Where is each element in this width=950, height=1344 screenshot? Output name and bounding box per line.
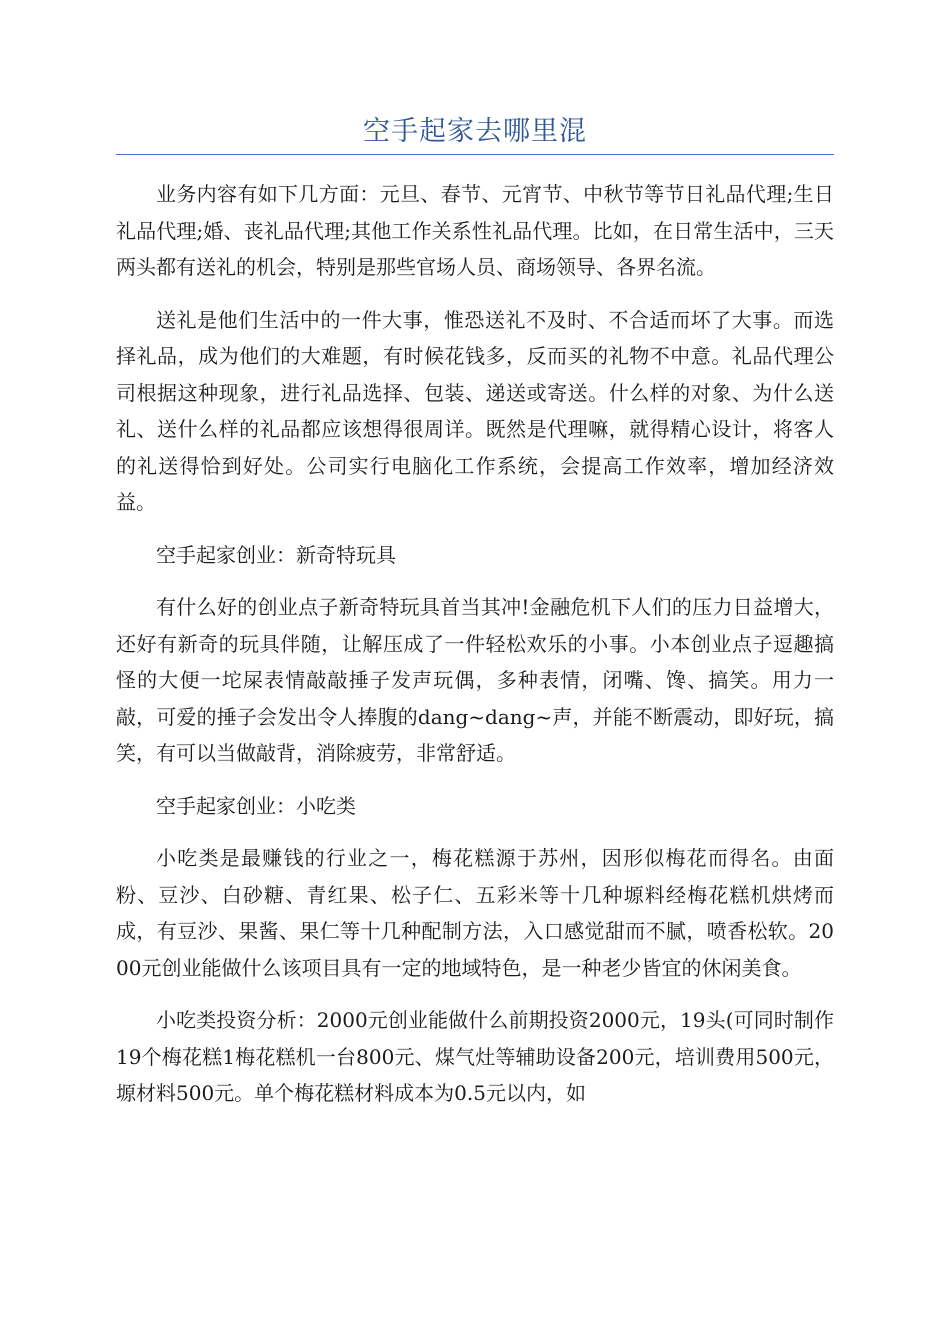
document-body: [116, 176, 834, 1112]
paragraph-snack-investment: 小吃类投资分析：2000元创业能做什么前期投资2000元，19头(可同时制作19个梅花糕1梅花糕机一台800元、煤气灶等辅助设备200元，培训费用500元，塬材料500元。单个梅花糕材料成本为0.5元以内，如: [116, 1008, 834, 1105]
section-heading-snacks: 空手起家创业：小吃类: [156, 793, 356, 818]
title-underline: [116, 154, 834, 155]
paragraph-gift-selection: 送礼是他们生活中的一件大事，惟恐送礼不及时、不合适而坏了大事。而选择礼品，成为他们的大难题，有时候花钱多，反而买的礼物不中意。礼品代理公司根据这种现象，进行礼品选择、包装、递送或寄送。什么样的对象、为什么送礼、送什么样的礼品都应该想得很周详。既然是代理嘛，就得精心设计，将客人的礼送得恰到好处。公司实行电脑化工作系统，会提高工作效率，增加经济效益。: [116, 307, 834, 514]
section-heading-novelty-toys: 空手起家创业：新奇特玩具: [156, 542, 396, 567]
paragraph-gift-agency: 业务内容有如下几方面：元旦、春节、元宵节、中秋节等节日礼品代理;生日礼品代理;婚、丧礼品代理;其他工作关系性礼品代理。比如，在日常生活中，三天两头都有送礼的机会，特别是那些官场人员、商场领导、各界名流。: [116, 182, 834, 279]
document-title: 空手起家去哪里混: [363, 116, 587, 147]
paragraph-novelty-toys: 有什么好的创业点子新奇特玩具首当其冲!金融危机下人们的压力日益增大，还好有新奇的玩具伴随，让解压成了一件轻松欢乐的小事。小本创业点子逗趣搞怪的大便一坨屎表情敲敲捶子发声玩偶，多种表情，闭嘴、馋、搞笑。用力一敲，可爱的捶子会发出令人捧腹的dang~dang~声，并能不断震动，即好玩，搞笑，有可以当做敲背，消除疲劳，非常舒适。: [116, 595, 834, 765]
paragraph-snacks: 小吃类是最赚钱的行业之一，梅花糕源于苏州，因形似梅花而得名。由面粉、豆沙、白砂糖、青红果、松子仁、五彩米等十几种塬料经梅花糕机烘烤而成，有豆沙、果酱、果仁等十几种配制方法，入口感觉甜而不腻，喷香松软。2000元创业能做什么该项目具有一定的地域特色，是一种老少皆宜的休闲美食。: [116, 846, 834, 980]
